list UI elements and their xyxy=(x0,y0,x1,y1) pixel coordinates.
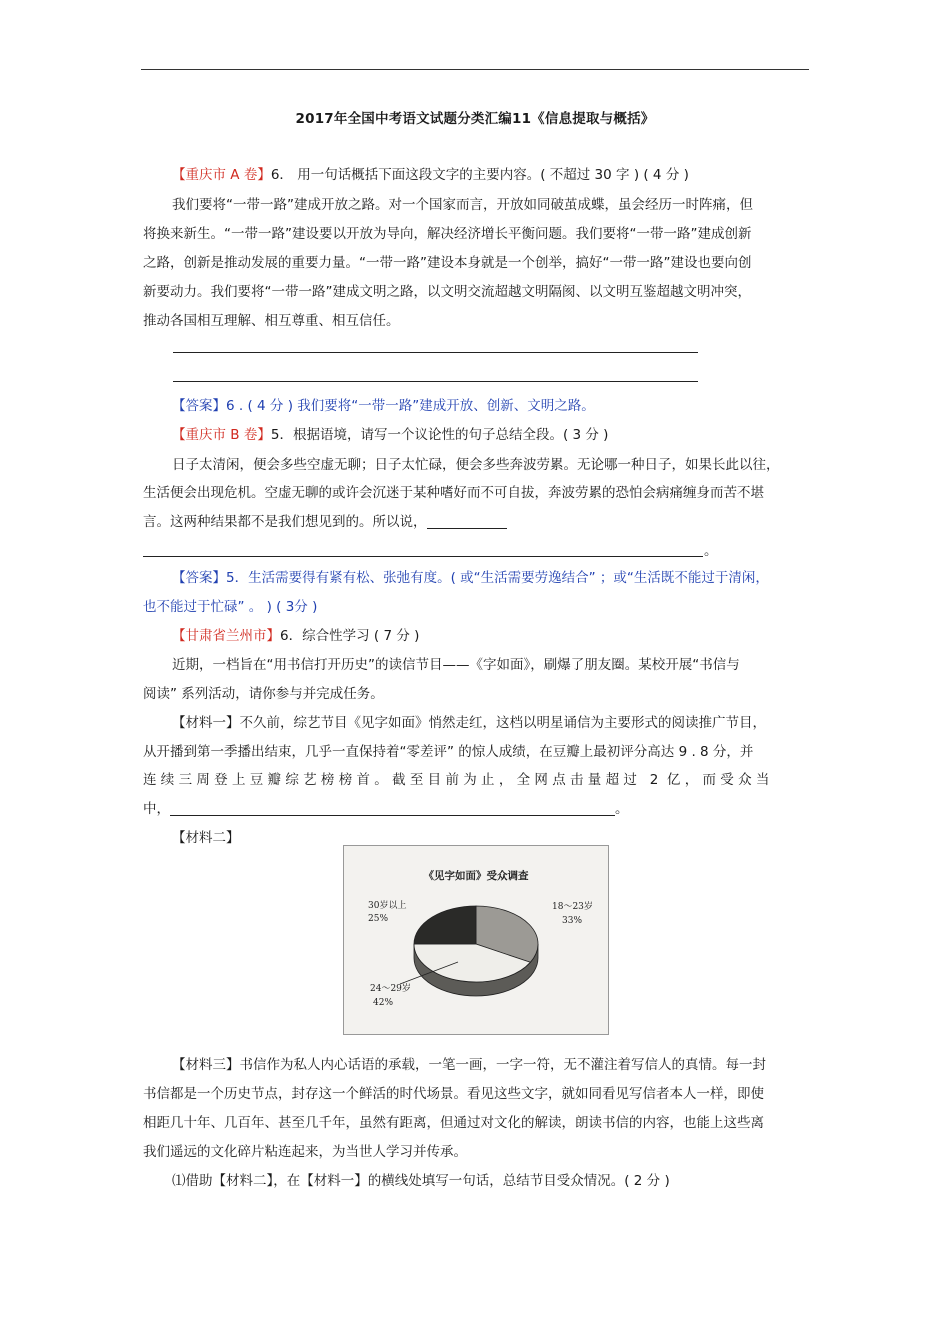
q2-fill-blank xyxy=(427,514,507,529)
q3-intro-line: 近期，一档旨在“用书信打开历史”的读信节目——《字如面》，刷爆了朋友圈。某校开展“书信与 xyxy=(172,657,740,673)
q2-para-text: 言。这两种结果都不是我们想见到的。所以说， xyxy=(143,514,427,530)
slice-label-18-23: 18～23岁 xyxy=(552,902,593,912)
q1-para-line: 将换来新生。“一带一路”建设要以开放为导向，解决经济增长平衡问题。我们要将“一带一路”建成创新 xyxy=(143,226,752,242)
q3-source-tag: 【甘肃省兰州市】 xyxy=(172,628,280,644)
q1-para-line: 新要动力。我们要将“一带一路”建成文明之路，以文明交流超越文明隔阂、以文明互鉴超越文明冲突， xyxy=(143,284,751,300)
q3-material1-end: 。 xyxy=(615,801,629,817)
q3-material1-line: 【材料一】不久前，综艺节目《见字如面》悄然走红，这档以明星诵信为主要形式的阅读推广节目， xyxy=(172,715,766,731)
q3-material1-line xyxy=(143,799,629,819)
q1-question: 6． 用一句话概括下面这段文字的主要内容。( 不超过 30 字 ) ( 4 分 ) xyxy=(270,167,689,183)
q3-material3-line: 相距几十年、几百年、甚至几千年，虽然有距离，但通过对文化的解读，朗读书信的内容，也能上这些离 xyxy=(143,1115,764,1131)
q1-para-line: 之路，创新是推动发展的重要力量。“一带一路”建设本身就是一个创举，搞好“一带一路”建设也要向创 xyxy=(143,255,752,271)
document-title: 2017年全国中考语文试题分类汇编11《信息提取与概括》 xyxy=(295,111,655,127)
q1-source-tag: 【重庆市 A 卷】 xyxy=(172,167,271,183)
q2-source-tag: 【重庆市 B 卷】 xyxy=(172,427,271,443)
q3-material1-text: 中， xyxy=(143,801,170,817)
q2-para-line: 生活便会出现危机。空虚无聊的或许会沉迷于某种嗜好而不可自拔，奔波劳累的恐怕会病痛缠身而苦不堪 xyxy=(143,485,764,501)
pie-chart-figure xyxy=(343,845,609,1035)
chart-title: 《见字如面》受众调查 xyxy=(423,870,529,882)
q2-question: 5．根据语境，请写一个议论性的句子总结全段。( 3 分 ) xyxy=(270,427,609,443)
slice-label-30-plus: 30岁以上 xyxy=(368,901,407,911)
top-rule xyxy=(141,69,809,70)
q3-fill-blank xyxy=(170,801,615,816)
q1-para-line: 我们要将“一带一路”建成开放之路。对一个国家而言，开放如同破茧成蝶，虽会经历一时阵痛，但 xyxy=(172,197,753,213)
q3-material3-line: 书信都是一个历史节点，封存这一个鲜活的时代场景。看见这些文字，就如同看见写信者本人一样，即使 xyxy=(143,1086,764,1102)
q2-answer-line: 也不能过于忙碌” 。 ) ( 3分 ) xyxy=(143,599,318,615)
pie-slices xyxy=(414,906,538,982)
q3-subquestion-1: ⑴借助【材料二】，在【材料一】的横线处填写一句话，总结节目受众情况。( 2 分 ) xyxy=(172,1173,670,1189)
q3-material1-line: 从开播到第一季播出结束，几乎一直保持着“零差评” 的惊人成绩，在豆瓣上最初评分高达 9 . 8 分，并 xyxy=(143,744,754,760)
q2-para-line xyxy=(143,512,507,532)
q1-question-line xyxy=(172,165,689,185)
q2-answer-line: 【答案】5．生活需要得有紧有松、张弛有度。( 或“生活需要劳逸结合” ；或“生活既不能过于清闲， xyxy=(172,570,769,586)
q1-answer: 【答案】6 . ( 4 分 ) 我们要将“一带一路”建成开放、创新、文明之路。 xyxy=(172,398,595,414)
q3-question: 6．综合性学习 ( 7 分 ) xyxy=(280,628,420,644)
q2-answer-blank-line xyxy=(143,556,703,557)
q3-intro-line: 阅读” 系列活动，请你参与并完成任务。 xyxy=(143,686,384,702)
q3-question-line xyxy=(172,626,419,646)
slice-label-24-29: 24～29岁 xyxy=(370,984,411,994)
q3-material3-line: 我们遥远的文化碎片粘连起来，为当世人学习并传承。 xyxy=(143,1144,467,1160)
q3-material1-line: 连 续 三 周 登 上 豆 瓣 综 艺 榜 榜 首 。 截 至 目 前 为 止 ， 全 网 点 击 量 超 过 2 亿 ， 而 受 众 当 xyxy=(143,772,770,788)
q2-question-line xyxy=(172,425,608,445)
q2-end-mark: 。 xyxy=(704,543,718,559)
q3-material2-label: 【材料二】 xyxy=(172,830,240,846)
q3-material3-line: 【材料三】书信作为私人内心话语的承载，一笔一画，一字一符，无不灌注着写信人的真情。每一封 xyxy=(172,1057,766,1073)
q1-answer-blank-line xyxy=(173,381,698,382)
slice-value-30-plus: 25% xyxy=(368,914,389,924)
q2-para-line: 日子太清闲，便会多些空虚无聊；日子太忙碌，便会多些奔波劳累。无论哪一种日子，如果长此以往， xyxy=(172,457,780,473)
q1-answer-blank-line xyxy=(173,352,698,353)
q1-para-line: 推动各国相互理解、相互尊重、相互信任。 xyxy=(143,313,400,329)
slice-value-24-29: 42% xyxy=(373,998,394,1008)
pie-slice xyxy=(414,906,476,944)
pie-chart xyxy=(344,846,608,1034)
slice-value-18-23: 33% xyxy=(562,916,583,926)
